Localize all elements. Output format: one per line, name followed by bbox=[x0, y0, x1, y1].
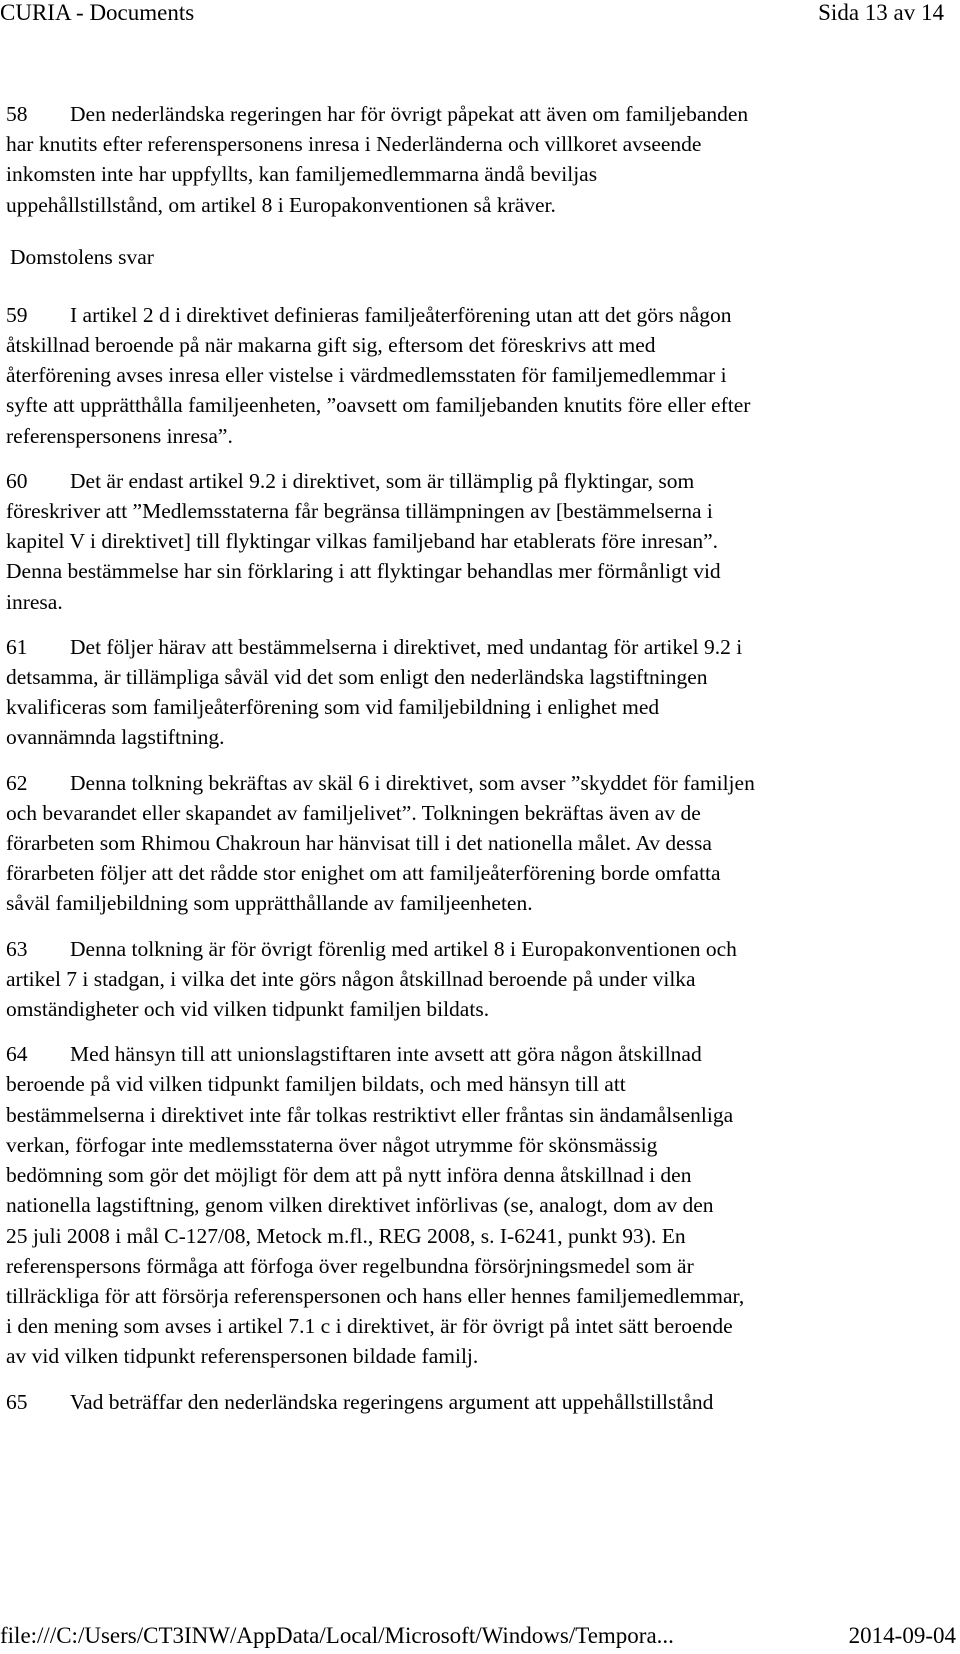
paragraph-number: 64 bbox=[6, 1042, 28, 1067]
paragraph-63 bbox=[6, 934, 956, 1025]
paragraph-text: Denna tolkning bekräftas av skäl 6 i direktivet, som avser ”skyddet för familjen och bevarandet eller skapandet av familjelivet”. Tolkningen bekräftas även av de förarbeten som Rhimou Chakroun har hänvisat till i det nationella målet. Av dessa förarbeten följer att det rådde stor enighet om att familjeåterförening borde omfatta såväl familjebildning som upprätthållande av familjeenheten. bbox=[6, 770, 755, 916]
paragraph-text: Vad beträffar den nederländska regeringens argument att uppehållstillstånd bbox=[70, 1389, 714, 1414]
paragraph-text: Det är endast artikel 9.2 i direktivet, som är tillämplig på flyktingar, som föreskriver att ”Medlemsstaterna får begränsa tillämpningen av [bestämmelserna i kapitel V i direktivet] till flyktingar vilkas familjeband har etablerats före inresan”. Denna bestämmelse har sin förklaring i att flyktingar behandlas mer förmånligt vid inresa. bbox=[6, 468, 721, 614]
page-footer bbox=[0, 1621, 960, 1654]
document-title: CURIA - Documents bbox=[0, 0, 195, 25]
paragraph-text: I artikel 2 d i direktivet definieras familjeåterförening utan att det görs någon åtskillnad beroende på när makarna gift sig, eftersom det föreskrivs att med återförening avses inresa eller vistelse i värdmedlemsstaten för familjemedlemmar i syfte att upprätthålla familjeenheten, ”oavsett om familjebanden knutits före eller efter referenspersonens inresa”. bbox=[6, 302, 751, 448]
paragraph-text: Denna tolkning är för övrigt förenlig med artikel 8 i Europakonventionen och artikel 7 i stadgan, i vilka det inte görs någon åtskillnad beroende på under vilka omständigheter och vid vilken tidpunkt familjen bildats. bbox=[6, 936, 737, 1022]
print-date: 2014-09-04 bbox=[848, 1623, 956, 1648]
paragraph-number: 59 bbox=[6, 302, 28, 327]
paragraph-number: 58 bbox=[6, 102, 28, 126]
paragraph-number: 63 bbox=[6, 936, 28, 961]
paragraph-text: Den nederländska regeringen har för övrigt påpekat att även om familjebanden har knutits efter referenspersonens inresa i Nederländerna och villkoret avseende inkomsten inte har uppfyllts, kan familjemedlemmarna ändå beviljas uppehållstillstånd, om artikel 8 i Europakonventionen så kräver. bbox=[6, 102, 749, 217]
paragraph-number: 65 bbox=[6, 1389, 28, 1414]
paragraph-number: 62 bbox=[6, 770, 28, 795]
paragraph-64 bbox=[6, 1039, 956, 1371]
paragraph-text: Det följer härav att bestämmelserna i direktivet, med undantag för artikel 9.2 i detsamma, är tillämpliga såväl vid det som enligt den nederländska lagstiftningen kvalificeras som familjeåterförening som vid familjebildning i enlighet med ovannämnda lagstiftning. bbox=[6, 634, 743, 750]
paragraph-58 bbox=[6, 99, 956, 220]
paragraph-61 bbox=[6, 632, 956, 753]
paragraph-62 bbox=[6, 768, 956, 919]
paragraph-59 bbox=[6, 300, 956, 451]
file-path: file:///C:/Users/CT3INW/AppData/Local/Microsoft/Windows/Tempora... bbox=[0, 1623, 674, 1648]
paragraph-65 bbox=[6, 1387, 956, 1417]
section-heading: Domstolens svar bbox=[10, 244, 154, 269]
paragraph-number: 60 bbox=[6, 468, 28, 493]
document-body bbox=[6, 99, 956, 1432]
paragraph-text: Med hänsyn till att unionslagstiftaren inte avsett att göra någon åtskillnad beroende på vid vilken tidpunkt familjen bildats, och med hänsyn till att bestämmelserna i direktivet inte får tolkas restriktivt eller fråntas sin ändamålsenliga verkan, förfogar inte medlemsstaterna över något utrymme för skönsmässig bedömning som gör det möjligt för dem att på nytt införa denna åtskillnad i den nationella lagstiftning, genom vilken direktivet införlivas (se, analogt, dom av den 25 juli 2008 i mål C‑127/08, Metock m.fl., REG 2008, s. I‑6241, punkt 93). En referenspersons förmåga att förfoga över regelbundna försörjningsmedel som är tillräckliga för att försörja referenspersonen och hans eller hennes familjemedlemmar, i den mening som avses i artikel 7.1 c i direktivet, är för övrigt på intet sätt beroende av vid vilken tidpunkt referenspersonen bildade familj. bbox=[6, 1042, 745, 1369]
page-number: Sida 13 av 14 bbox=[818, 0, 944, 25]
paragraph-number: 61 bbox=[6, 634, 28, 659]
paragraph-60 bbox=[6, 466, 956, 617]
page-header bbox=[0, 0, 960, 30]
